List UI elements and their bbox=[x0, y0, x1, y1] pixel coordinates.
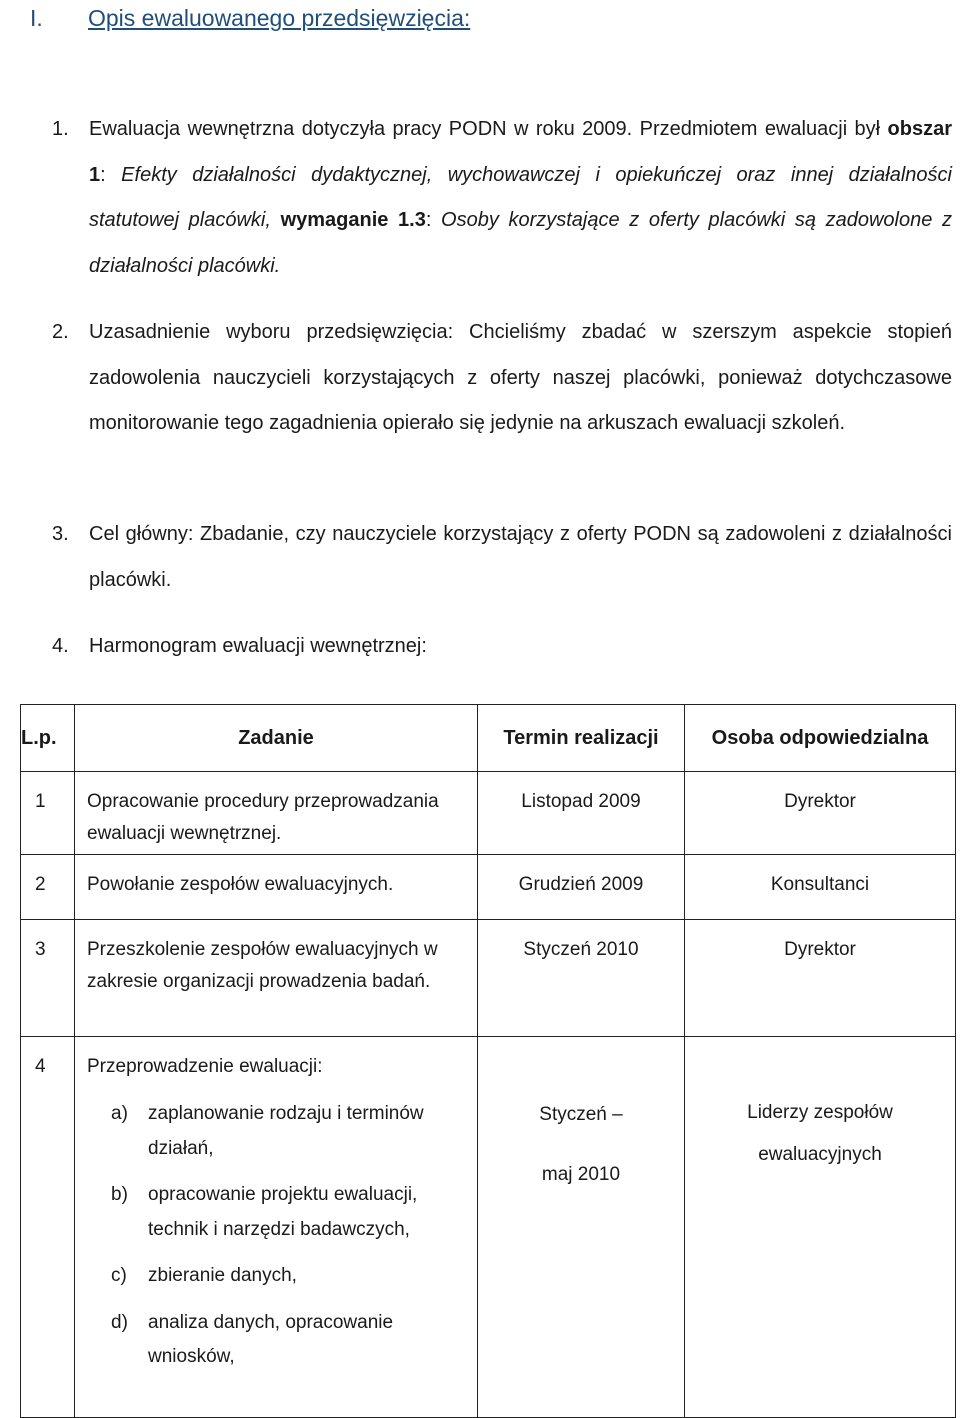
requirement-label: wymaganie 1.3 bbox=[280, 209, 426, 231]
list-item-2 bbox=[52, 310, 952, 447]
cell-task: Opracowanie procedury przeprowadzania ewaluacji wewnętrznej. bbox=[75, 772, 478, 855]
requirement-text: Osoby korzystające z oferty placówki są zadowolone z działalności placówki. bbox=[89, 209, 952, 277]
item-number: 3. bbox=[52, 523, 69, 545]
list-item: a) zaplanowanie rodzaju i terminów działań, bbox=[111, 1103, 424, 1159]
list-item-4 bbox=[52, 624, 952, 670]
list-item: b) opracowanie projektu ewaluacji, technik i narzędzi badawczych, bbox=[111, 1184, 418, 1240]
item-number: 4. bbox=[52, 635, 69, 657]
cell-lp: 2 bbox=[21, 855, 75, 920]
area-label: obszar 1 bbox=[89, 118, 952, 186]
list-item-1 bbox=[52, 107, 952, 289]
cell-person: Dyrektor bbox=[685, 772, 956, 855]
cell-lp: 3 bbox=[21, 920, 75, 1037]
item-text: Harmonogram ewaluacji wewnętrznej: bbox=[89, 635, 427, 657]
schedule-table bbox=[20, 704, 956, 1418]
cell-lp: 4 bbox=[21, 1037, 75, 1418]
cell-task: Powołanie zespołów ewaluacyjnych. bbox=[75, 855, 478, 920]
table-row bbox=[21, 772, 956, 855]
item-text: Uzasadnienie wyboru przedsięwzięcia: Chcieliśmy zbadać w szerszym aspekcie stopień zadowolenia nauczycieli korzystających z oferty naszej placówki, ponieważ dotychczasowe monitorowanie tego zagadnienia opierało się jedynie na arkuszach ewaluacji szkoleń. bbox=[89, 321, 952, 434]
cell-person: Dyrektor bbox=[685, 920, 956, 1037]
table-row bbox=[21, 855, 956, 920]
section-number: I. bbox=[30, 5, 43, 31]
cell-term: Styczeń 2010 bbox=[478, 920, 685, 1037]
header-person: Osoba odpowiedzialna bbox=[685, 705, 956, 772]
cell-task: Przeszkolenie zespołów ewaluacyjnych w zakresie organizacji prowadzenia badań. bbox=[75, 920, 478, 1037]
list-item-3 bbox=[52, 512, 952, 603]
list-item: c) zbieranie danych, bbox=[111, 1265, 297, 1286]
cell-term: Styczeń – maj 2010 bbox=[478, 1037, 685, 1418]
section-title: Opis ewaluowanego przedsięwzięcia: bbox=[88, 5, 471, 31]
header-task: Zadanie bbox=[75, 705, 478, 772]
table-row bbox=[21, 920, 956, 1037]
cell-person: Konsultanci bbox=[685, 855, 956, 920]
cell-term: Listopad 2009 bbox=[478, 772, 685, 855]
table-header-row bbox=[21, 705, 956, 772]
header-lp: L.p. bbox=[21, 705, 75, 772]
cell-term: Grudzień 2009 bbox=[478, 855, 685, 920]
cell-person: Liderzy zespołów ewaluacyjnych bbox=[685, 1037, 956, 1418]
area-text: Efekty działalności dydaktycznej, wychowawczej i opiekuńczej oraz innej działalności statutowej placówki, bbox=[89, 163, 952, 231]
cell-task: Przeprowadzenie ewaluacji: a) zaplanowanie rodzaju i terminów działań, b) opracowanie projektu ewaluacji, technik i narzędzi badawczych, c) zbieranie danych, d) analiza danych, opracowanie wniosków, bbox=[75, 1037, 478, 1418]
item-number: 1. bbox=[52, 118, 69, 140]
item-text: Ewaluacja wewnętrzna dotyczyła pracy PODN w roku 2009. Przedmiotem ewaluacji był obszar 1: Efekty działalności dydaktycznej, wychowawczej i opiekuńczej oraz innej działalności statutowej placówki, wymaganie 1.3: Osoby korzystające z oferty placówki są zadowolone z działalności placówki. bbox=[89, 118, 952, 277]
list-item: d) analiza danych, opracowanie wniosków, bbox=[111, 1311, 394, 1367]
section-heading bbox=[30, 0, 470, 36]
table-row bbox=[21, 1037, 956, 1418]
item-text: Cel główny: Zbadanie, czy nauczyciele korzystający z oferty PODN są zadowoleni z działalności placówki. bbox=[89, 523, 952, 591]
header-term: Termin realizacji bbox=[478, 705, 685, 772]
item-number: 2. bbox=[52, 321, 69, 343]
subitem-list bbox=[75, 1097, 477, 1375]
cell-lp: 1 bbox=[21, 772, 75, 855]
